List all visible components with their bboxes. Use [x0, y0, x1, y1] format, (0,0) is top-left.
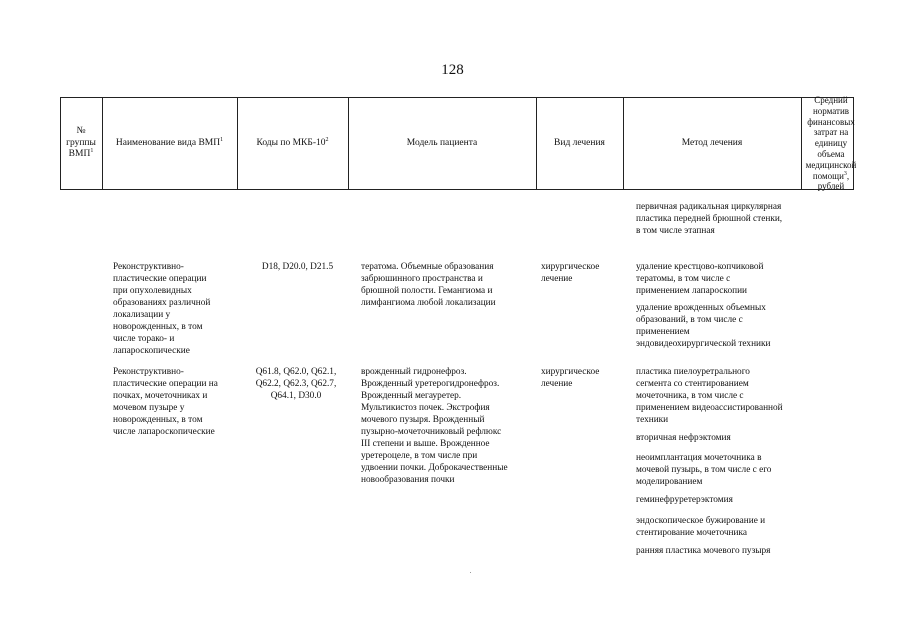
text-line: моделированием — [636, 477, 703, 487]
text-line: новорожденных, в том — [113, 415, 203, 425]
text-line: мочеточника, в том числе с — [636, 391, 744, 401]
header-group-line: № — [76, 126, 86, 137]
row1-method-1 — [636, 261, 764, 297]
header-cost-line: помощи — [812, 170, 844, 181]
text-line: неоимплантация мочеточника в — [636, 453, 762, 463]
text-line: пластические операции на — [113, 379, 218, 389]
text-line: новорожденных, в том — [113, 322, 203, 332]
row2-method-4 — [636, 494, 733, 506]
footnote-ref: 2 — [325, 136, 329, 143]
footnote-ref: 1 — [90, 148, 94, 155]
text-line: Мультикистоз почек. Экстрофия — [361, 403, 490, 413]
text-line: эндовидеохирургической техники — [636, 339, 771, 349]
scan-speck — [470, 572, 471, 573]
text-line: Q61.8, Q62.0, Q62.1, — [255, 367, 337, 377]
row1-name — [113, 261, 210, 357]
text-line: Реконструктивно- — [113, 367, 184, 377]
text-line: новообразования почки — [361, 475, 455, 485]
text-line: лапароскопические — [113, 346, 190, 356]
text-line: Врожденный мегауретер. — [361, 391, 462, 401]
header-cost-line: объема — [817, 148, 845, 159]
text-line: техники — [636, 415, 669, 425]
header-cost — [801, 94, 861, 192]
text-line: врожденный гидронефроз. — [361, 367, 467, 377]
row1-model — [361, 261, 496, 309]
text-line: пластика передней брюшной стенки, — [636, 214, 783, 224]
header-cost-line: медицинской — [805, 159, 857, 170]
header-cost-line: затрат на единицу — [813, 127, 849, 149]
text-line: хирургическое — [541, 262, 600, 272]
text-line: пластика пиелоуретрального — [636, 367, 750, 377]
text-line: сегмента со стентированием — [636, 379, 749, 389]
header-cost-line: норматив — [812, 105, 850, 116]
text-line: хирургическое — [541, 367, 600, 377]
header-codes-label: Коды по МКБ-10 — [256, 137, 326, 148]
row1-codes — [250, 261, 345, 273]
footnote-ref: 3 — [843, 170, 847, 177]
table-header — [60, 94, 857, 192]
text-line: числе торако- и — [113, 334, 175, 344]
header-group-line: группы — [66, 137, 96, 148]
text-line: числе лапароскопические — [113, 427, 215, 437]
header-cost-line: Средний — [814, 94, 848, 105]
header-method: Метод лечения — [681, 137, 743, 148]
text-line: при опухолевидных — [113, 286, 192, 296]
text-line: в том числе этапная — [636, 226, 715, 236]
text-line: геминефруретерэктомия — [636, 495, 733, 505]
footnote-ref: 1 — [220, 136, 224, 143]
row2-type — [541, 366, 599, 390]
header-cost-line: финансовых — [807, 116, 855, 127]
text-line: Q62.2, Q62.3, Q62.7, — [255, 379, 337, 389]
continuation-method — [636, 201, 782, 237]
page-number: 128 — [441, 62, 464, 78]
text-line: удаление врожденных объемных — [636, 303, 766, 313]
text-line: стентирование мочеточника — [636, 528, 747, 538]
text-line: уретероцеле, в том числе при — [361, 451, 478, 461]
text-line: лечение — [541, 379, 573, 389]
text-line: пузырно-мочеточниковый рефлюкс — [361, 427, 502, 437]
row2-method-5 — [636, 515, 765, 539]
header-model: Модель пациента — [406, 137, 478, 148]
text-line: удвоении почки. Доброкачественные — [361, 463, 508, 473]
text-line: образованиях различной — [113, 298, 211, 308]
header-group — [60, 98, 102, 189]
text-line: Реконструктивно- — [113, 262, 184, 272]
header-name-label: Наименование вида ВМП — [115, 137, 221, 148]
text-line: удаление крестцово-копчиковой — [636, 262, 764, 272]
header-codes — [237, 98, 348, 189]
row2-method-3 — [636, 452, 771, 488]
text-line: тератома. Объемные образования — [361, 262, 494, 272]
header-cost-line: , рублей — [817, 170, 850, 192]
header-name — [102, 98, 237, 189]
row2-method-6 — [636, 545, 770, 557]
text-line: брюшной полости. Гемангиома и — [361, 286, 493, 296]
row2-method-1 — [636, 366, 783, 426]
text-line: мочевом пузыре у — [113, 403, 185, 413]
text-line: почках, мочеточниках и — [113, 391, 208, 401]
text-line: вторичная нефрэктомия — [636, 433, 731, 443]
text-line: Q64.1, D30.0 — [270, 391, 322, 401]
row2-method-2 — [636, 432, 731, 444]
text-line: пластические операции — [113, 274, 207, 284]
text-line: Врожденный уретерогидронефроз. — [361, 379, 500, 389]
text-line: лечение — [541, 274, 573, 284]
text-line: мочевого пузыря. Врожденный — [361, 415, 485, 425]
text-line: лимфангиома любой локализации — [361, 298, 496, 308]
header-group-line: ВМП — [68, 149, 91, 160]
text-line: образований, в том числе с — [636, 315, 743, 325]
header-type: Вид лечения — [554, 137, 605, 148]
text-line: эндоскопическое бужирование и — [636, 516, 766, 526]
text-line: применением лапароскопии — [636, 286, 748, 296]
text-line: мочевой пузырь, в том числе с его — [636, 465, 772, 475]
text-line: локализации у — [113, 310, 171, 320]
text-line: ранняя пластика мочевого пузыря — [636, 546, 771, 556]
text-line: первичная радикальная циркулярная — [636, 202, 782, 212]
text-line: забрюшинного пространства и — [361, 274, 483, 284]
row1-type — [541, 261, 599, 285]
text-line: применением видеоассистированной — [636, 403, 783, 413]
row2-codes — [240, 366, 352, 402]
row2-name — [113, 366, 218, 438]
row2-model — [361, 366, 508, 486]
text-line: тератомы, в том числе с — [636, 274, 731, 284]
text-line: D18, D20.0, D21.5 — [261, 262, 334, 272]
text-line: применением — [636, 327, 690, 337]
text-line: III степени и выше. Врожденное — [361, 439, 490, 449]
row1-method-2 — [636, 302, 771, 350]
